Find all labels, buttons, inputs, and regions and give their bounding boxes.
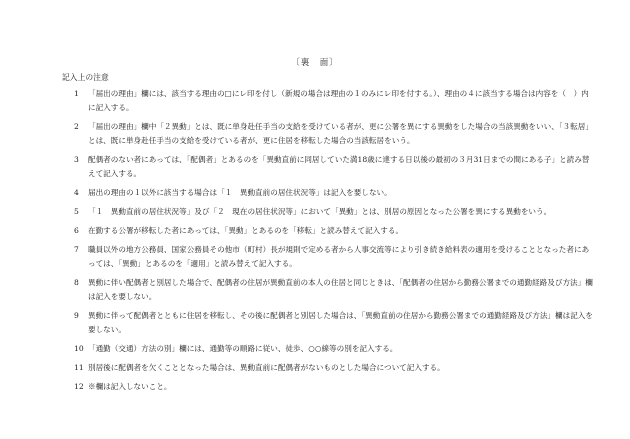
note-number: 5 [74,207,79,216]
note-item [74,361,594,375]
note-text: 「１ 異動直前の居住状況等」及び「２ 現在の居住状況等」において「異動」とは、別居の原因となった公署を異にする異動をいう。 [88,207,552,216]
note-number: 4 [74,188,79,197]
note-number: 7 [74,245,79,254]
note-number: 11 [74,363,84,372]
note-text: 異動に伴い配偶者と別居した場合で、配偶者の住居が異動直前の本人の住居と同じときは、「配偶者の住居から勤務公署までの通勤経路及び方法」欄は記入を要しない。 [88,278,593,301]
note-number: 8 [74,278,79,287]
note-number: 2 [74,122,79,131]
note-item [74,342,594,356]
note-number: 6 [74,226,79,235]
note-text: 届出の理由の１以外に該当する場合は「１ 異動直前の居住状況等」は記入を要しない。 [88,188,392,197]
note-text: 在勤する公署が移転した者にあっては、「異動」とあるのを「移転」と読み替えて記入する。 [88,226,404,235]
note-item [74,309,594,337]
note-item [74,243,594,271]
note-text: 配偶者のない者にあっては、「配偶者」とあるのを「異動直前に同居していた満18歳に達する日以後の最初の３月31日までの間にある子」と読み替えて記入する。 [88,155,590,178]
note-text: 別居後に配偶者を欠くこととなった場合は、異動直前に配偶者がないものとした場合について記入する。 [88,363,445,372]
note-item [74,205,594,219]
note-number: 3 [74,155,79,164]
note-item [74,380,594,394]
note-text: 「通勤（交通）方法の別」欄には、通勤等の順路に従い、徒歩、○○線等の別を記入する。 [88,344,398,353]
note-number: 1 [74,89,79,98]
note-text: 職員以外の地方公務員、国家公務員その他市（町村）長が規則で定める者から人事交流等により引き続き給料表の適用を受けることとなった者にあっては、「異動」とあるのを「適用」と読み替えて記入する。 [88,245,590,268]
note-text: ※欄は記入しないこと。 [88,382,172,391]
note-number: 9 [74,311,79,320]
note-text: 異動に伴って配偶者とともに住居を移転し、その後に配偶者と別居した場合は、「異動直前の住居から勤務公署までの通勤経路及び方法」欄は記入を要しない。 [88,311,593,334]
note-item [74,120,594,148]
note-number: 10 [74,344,84,353]
page-side-label: 〔裏 面〕 [291,58,339,68]
note-item [74,276,594,304]
note-item [74,224,594,238]
note-number: 12 [74,382,84,391]
note-text: 「届出の理由」欄中「２異動」とは、既に単身赴任手当の支給を受けている者が、更に公署を異にする異動をした場合の当該異動をいい、「３転居」とは、既に単身赴任手当の支給を受けている者が、更に住居を移転した場合の当該転居をいう。 [88,122,593,145]
note-item [74,153,594,181]
note-item [74,87,594,115]
note-text: 「届出の理由」欄には、該当する理由の□にレ印を付し（新規の場合は理由の１のみにレ印を付する。）、理由の４に該当する場合は内容を（ ）内に記入する。 [88,89,589,112]
notes-heading: 記入上の注意 [62,73,109,82]
note-item [74,186,594,200]
notes-list [74,87,594,399]
